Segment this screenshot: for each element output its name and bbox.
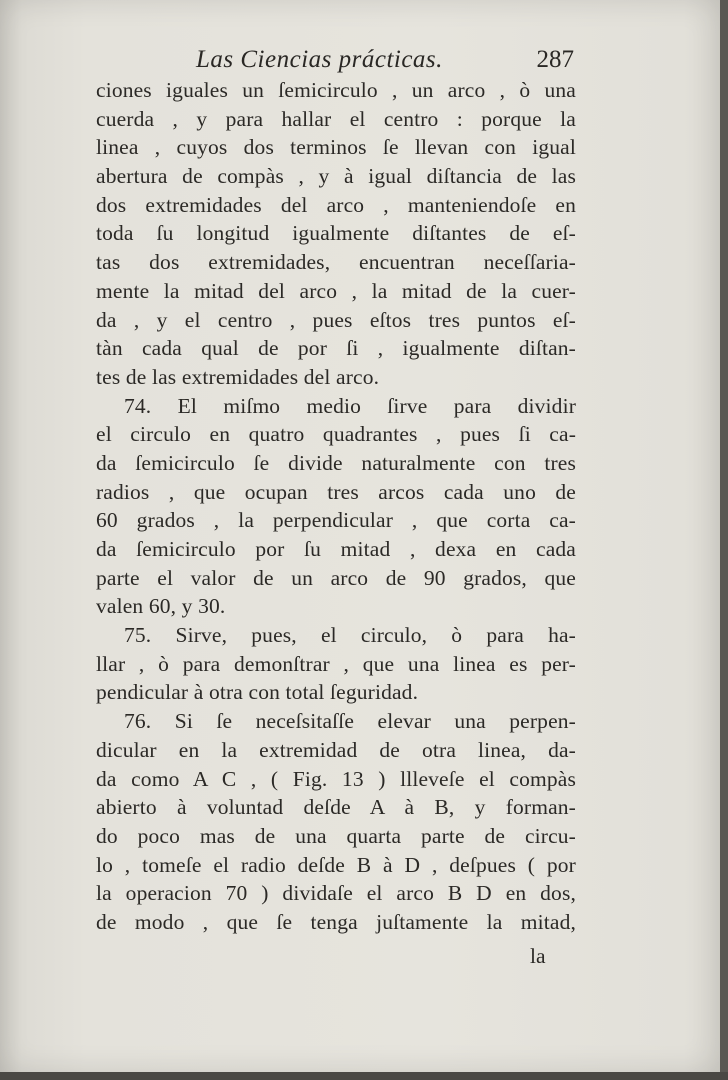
text-line: 76. Si ſe neceſsitaſſe elevar una perpen- (124, 709, 576, 734)
text-line: tes de las extremidades del arco. (96, 364, 380, 389)
text-line: el circulo en quatro quadrantes , pues ſi ca- (96, 422, 576, 447)
text-line: pendicular à otra con total ſeguridad. (96, 680, 419, 705)
page-number: 287 (536, 46, 574, 73)
page-bottom-edge (0, 1072, 728, 1080)
text-line: mente la mitad del arco , la mitad de la cuer- (96, 278, 576, 303)
text-line: radios , que ocupan tres arcos cada uno de (96, 479, 576, 504)
text-line: parte el valor de un arco de 90 grados, que (96, 565, 576, 590)
text-line: ciones iguales un ſemicirculo , un arco , ò una (96, 78, 576, 102)
text-line: de modo , que ſe tenga juſtamente la mitad, (96, 909, 576, 934)
body-text (96, 76, 576, 937)
text-line: dicular en la extremidad de otra linea, da- (96, 737, 576, 762)
text-line: 74. El miſmo medio ſirve para dividir (124, 393, 576, 418)
text-line: la operacion 70 ) dividaſe el arco B D en dos, (96, 881, 576, 906)
text-line: abierto à voluntad deſde A à B, y forman- (96, 795, 576, 820)
text-line: lo , tomeſe el radio deſde B à D , deſpues ( por (96, 852, 576, 877)
text-line: da , y el centro , pues eſtos tres puntos eſ- (96, 307, 576, 332)
text-line: dos extremidades del arco , manteniendoſe en (96, 192, 576, 217)
text-line: da como A C , ( Fig. 13 ) llleveſe el compàs (96, 766, 576, 791)
text-line: da ſemicirculo ſe divide naturalmente con tres (96, 450, 576, 475)
text-line: tas dos extremidades, encuentran neceſſaria- (96, 250, 576, 275)
page-edge (720, 0, 728, 1080)
text-line: llar , ò para demonſtrar , que una linea es per- (96, 651, 576, 676)
text-line: 60 grados , la perpendicular , que corta ca- (96, 508, 576, 533)
running-title: Las Ciencias prácticas. (196, 46, 443, 73)
show-through-bleed (110, 940, 115, 963)
text-line: da ſemicirculo por ſu mitad , dexa en cada (96, 537, 576, 561)
text-line: linea , cuyos dos terminos ſe llevan con igual (96, 135, 576, 160)
text-line: do poco mas de una quarta parte de circu- (96, 823, 576, 848)
text-line: cuerda , y para hallar el centro : porque la (96, 106, 576, 131)
text-line: tàn cada qual de por ſi , igualmente diſtan- (96, 336, 576, 361)
text-line: toda ſu longitud igualmente diſtantes de eſ- (96, 221, 576, 246)
text-line: abertura de compàs , y à igual diſtancia de las (96, 164, 576, 189)
catchword: la (530, 944, 546, 968)
text-line: valen 60, y 30. (96, 594, 226, 619)
text-line: 75. Sirve, pues, el circulo, ò para ha- (124, 623, 576, 648)
page-header (196, 46, 586, 80)
